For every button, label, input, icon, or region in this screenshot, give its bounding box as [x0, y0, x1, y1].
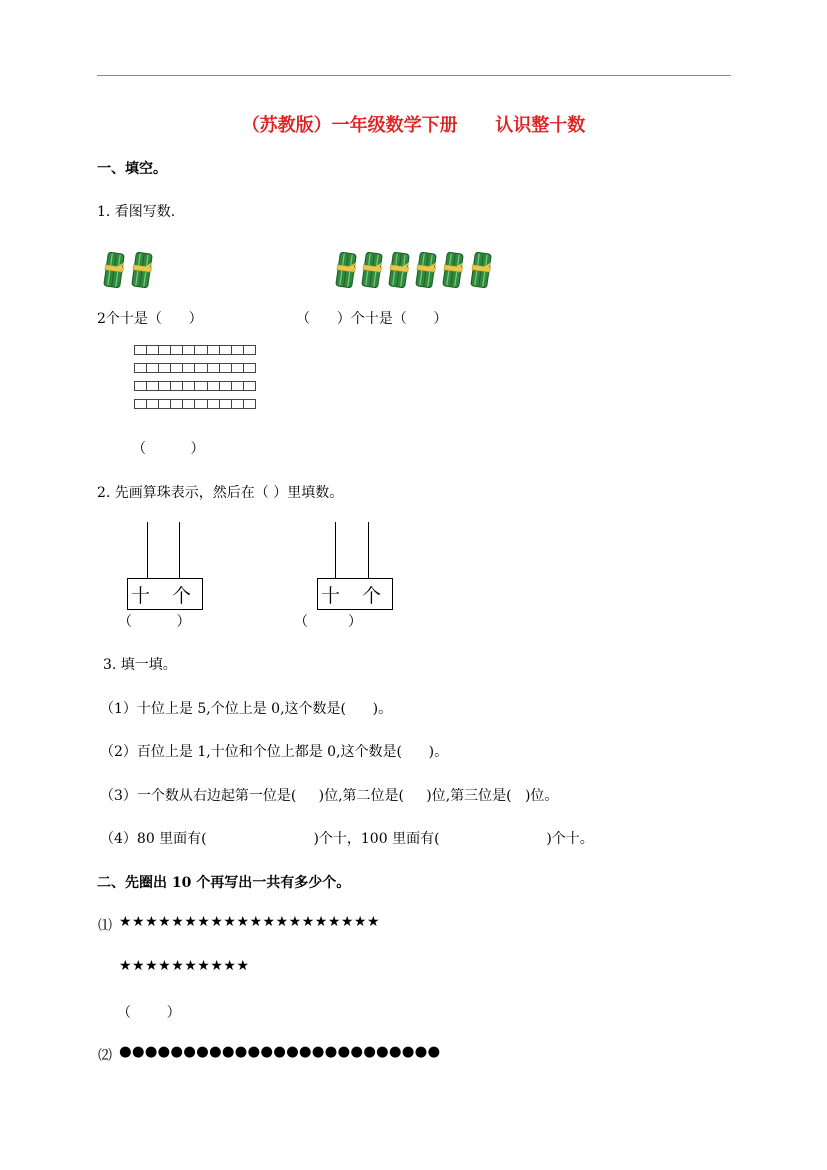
problem2-prefix: ⑵: [98, 1048, 112, 1064]
q3-item-2: （2）百位上是 1,十位和个位上都是 0,这个数是( )。: [100, 744, 449, 760]
page-title: （苏教版）一年级数学下册 认识整十数: [241, 115, 586, 136]
abacus-rod-ones: [368, 522, 369, 578]
abacus-label-box: 十 个: [317, 578, 393, 610]
q1-label: 1. 看图写数.: [97, 204, 176, 220]
grid-row: [134, 345, 256, 356]
q1-grid-caption: （ ）: [132, 441, 205, 457]
q1-right-caption: （ ）个十是（ ）: [296, 311, 448, 327]
grid-row: [134, 381, 256, 392]
problem1-answer: （ ）: [117, 1005, 181, 1021]
bundle-of-sticks-icon: [388, 250, 410, 290]
ten-grid: [134, 345, 256, 417]
bundle-of-sticks-icon: [361, 250, 383, 290]
q3-label: 3. 填一填。: [103, 657, 177, 673]
header-rule: [97, 75, 731, 76]
abacus-rod-ones: [179, 522, 180, 578]
abacus-label-box: 十 个: [127, 578, 203, 610]
section2-heading: 二、先圈出 10 个再写出一共有多少个。: [97, 875, 351, 891]
bundle-of-sticks-icon: [442, 250, 464, 290]
q3-item-4: （4）80 里面有( )个十，100 里面有( )个十。: [100, 831, 594, 847]
abacus-right: [317, 522, 393, 622]
bundle-of-sticks-icon: [131, 250, 153, 290]
grid-row: [134, 363, 256, 374]
bundle-of-sticks-icon: [415, 250, 437, 290]
bundle-of-sticks-icon: [470, 250, 492, 290]
problem1-prefix: ⑴: [98, 918, 112, 934]
problem1-stars-row1: ★★★★★★★★★★★★★★★★★★★★: [119, 914, 381, 930]
bundle-of-sticks-icon: [335, 250, 357, 290]
abacus-rod-tens: [147, 522, 148, 578]
q2-right-answer: （ ）: [294, 614, 363, 630]
problem1-stars-row2: ★★★★★★★★★★: [119, 958, 250, 974]
grid-row: [134, 399, 256, 410]
abacus-left: [127, 522, 203, 622]
q1-left-caption: 2个十是（ ）: [97, 311, 203, 327]
bundle-of-sticks-icon: [103, 250, 125, 290]
q2-label: 2. 先画算珠表示，然后在（ ）里填数。: [97, 485, 344, 501]
problem2-dots-row1: ●●●●●●●●●●●●●●●●●●●●●●●●●: [119, 1044, 441, 1060]
section1-heading: 一、填空。: [97, 161, 167, 177]
q2-left-answer: （ ）: [118, 614, 191, 630]
q3-item-3: （3）一个数从右边起第一位是( )位,第二位是( )位,第三位是( )位。: [100, 788, 559, 804]
q3-item-1: （1）十位上是 5,个位上是 0,这个数是( )。: [100, 701, 393, 717]
abacus-rod-tens: [335, 522, 336, 578]
